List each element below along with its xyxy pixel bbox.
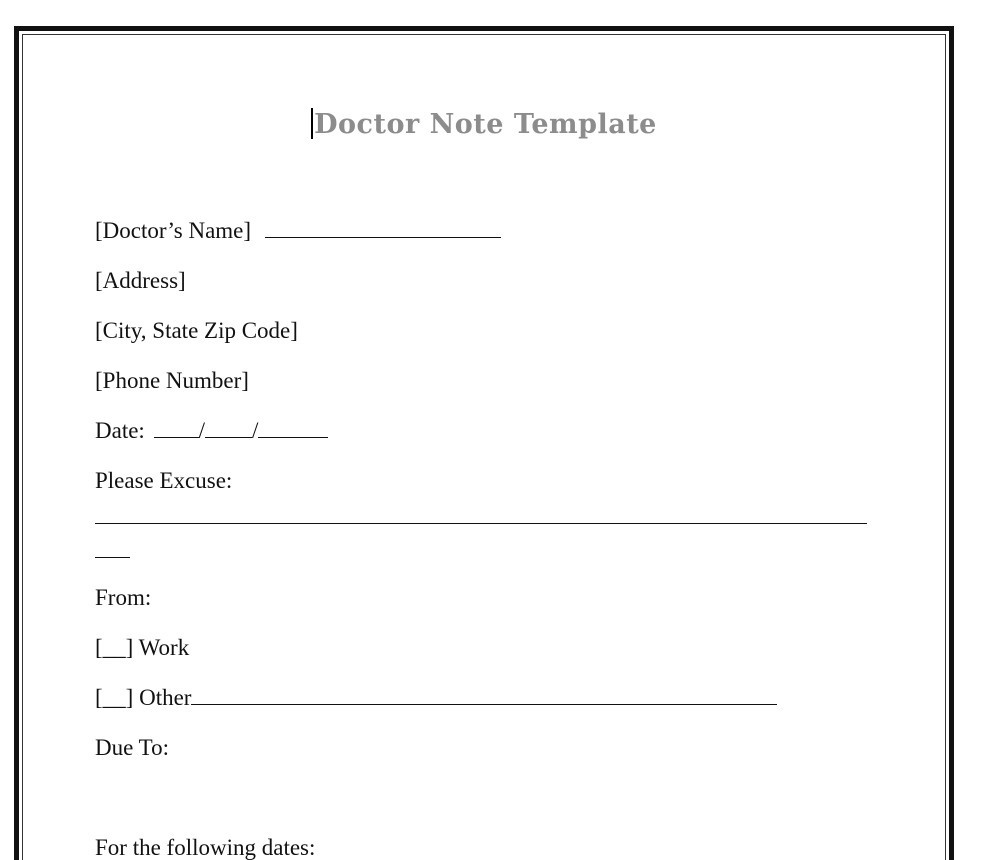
following-dates-line xyxy=(95,834,315,860)
excuse-line xyxy=(95,467,232,495)
from-line xyxy=(95,584,151,612)
please-excuse-label: Please Excuse: xyxy=(95,468,233,493)
phone-line xyxy=(95,367,249,395)
document-title: Doctor Note Template xyxy=(314,109,657,140)
work-checkbox[interactable]: [__] xyxy=(95,635,134,660)
date-separator-2: / xyxy=(251,418,259,443)
doctor-name-blank[interactable] xyxy=(265,217,501,238)
from-label: From: xyxy=(95,585,152,610)
date-label: Date: xyxy=(95,418,145,443)
document-title-row xyxy=(19,108,949,140)
excuse-name-line-continued xyxy=(95,537,130,565)
excuse-name-blank-continued[interactable] xyxy=(95,537,130,558)
other-blank[interactable] xyxy=(191,684,777,705)
due-to-line xyxy=(95,734,169,762)
work-option-line xyxy=(95,634,189,662)
date-year-blank[interactable] xyxy=(258,417,328,438)
date-day-blank[interactable] xyxy=(205,417,252,438)
address-line xyxy=(95,267,186,295)
doctor-name-line xyxy=(95,217,501,245)
other-label: Other xyxy=(139,685,192,710)
city-line xyxy=(95,317,298,345)
work-label: Work xyxy=(138,635,190,660)
document-page xyxy=(14,26,954,860)
other-option-line xyxy=(95,684,777,712)
other-checkbox[interactable]: [__] xyxy=(95,685,134,710)
text-cursor xyxy=(311,108,313,139)
due-to-label: Due To: xyxy=(95,735,169,760)
doctor-name-label: [Doctor’s Name] xyxy=(95,218,252,243)
date-line xyxy=(95,417,328,445)
excuse-name-line xyxy=(95,503,867,531)
address-label: [Address] xyxy=(95,268,186,293)
excuse-name-blank[interactable] xyxy=(95,503,867,524)
phone-number-label: [Phone Number] xyxy=(95,368,249,393)
city-state-zip-label: [City, State Zip Code] xyxy=(95,318,298,343)
date-separator-1: / xyxy=(198,418,205,443)
date-month-blank[interactable] xyxy=(154,417,199,438)
following-dates-label: For the following dates: xyxy=(95,835,316,860)
